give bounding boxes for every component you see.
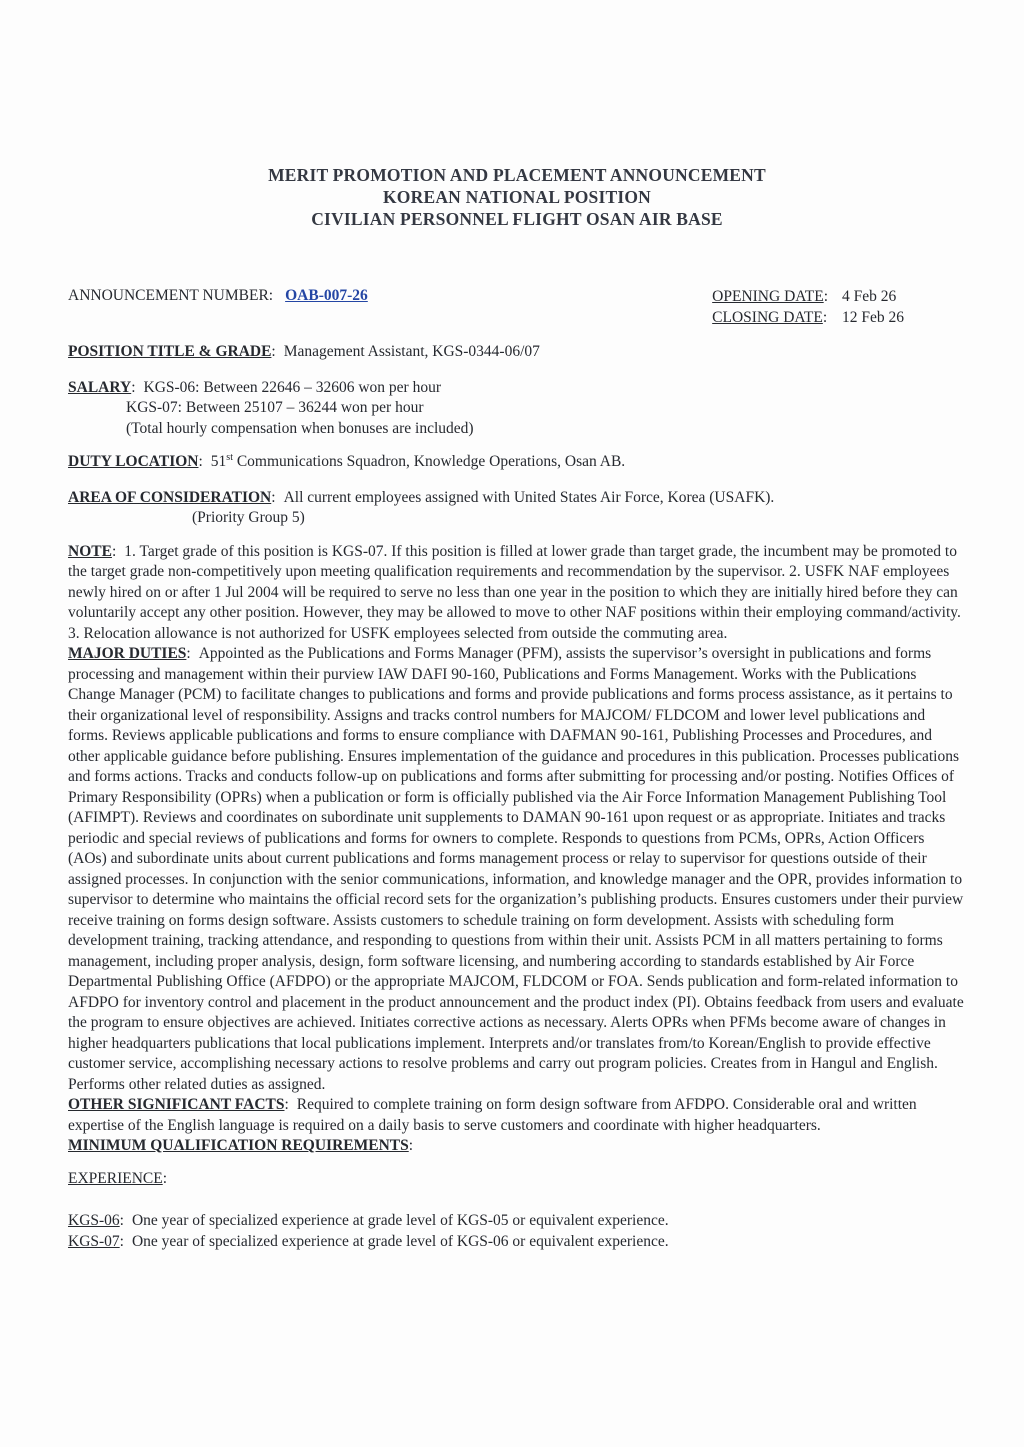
position-title-field: POSITION TITLE & GRADE: Management Assistant, KGS-0344-06/07	[68, 343, 540, 360]
experience-heading: EXPERIENCE:	[68, 1169, 168, 1187]
area-of-consideration-line-1: AREA OF CONSIDERATION: All current employees assigned with United States Air Force, Korea (USAFK).	[68, 488, 775, 506]
minimum-qualification-label: MINIMUM QUALIFICATION REQUIREMENTS	[68, 1137, 409, 1154]
note-paragraph: NOTE: 1. Target grade of this position is KGS-07. If this position is filled at lower grade than target grade, the incumbent may be promoted to the target grade non-competitively upon meeting qualification requirements and recommendation by the supervisor. 2. USFK NAF employees newly hired on or after 1 Jul 2004 will be required to serve no less than one year in the position to which they are initially hired before they can voluntarily accept any other position. However, they may be allowed to move to other NAF positions within their employing command/activity. 3. Relocation allowance is not authorized for USFK employees selected from outside the commuting area.	[68, 542, 961, 642]
opening-date-value: 4 Feb 26	[842, 288, 897, 305]
kgs07-requirement: One year of specialized experience at grade level of KGS-06 or equivalent experience.	[131, 1233, 669, 1250]
salary-line-1: SALARY: KGS-06: Between 22646 – 32606 won per hour	[68, 378, 441, 396]
document-title	[68, 164, 966, 230]
other-significant-facts-label: OTHER SIGNIFICANT FACTS	[68, 1096, 285, 1113]
position-title-label: POSITION TITLE & GRADE	[68, 343, 272, 360]
salary-label: SALARY	[68, 378, 132, 396]
salary-kgs07-rate: KGS-07: Between 25107 – 36244 won per hour	[126, 399, 424, 416]
other-significant-facts-text: Required to complete training on form design software from AFDPO. Considerable oral and written expertise of the English language is required on a daily basis to serve customers and coordinate with higher headquarters.	[68, 1096, 917, 1134]
duty-location-label: DUTY LOCATION	[68, 453, 199, 470]
major-duties-label: MAJOR DUTIES	[68, 645, 187, 662]
area-of-consideration-field	[68, 488, 966, 529]
kgs06-label: KGS-06	[68, 1212, 120, 1229]
closing-date-value: 12 Feb 26	[842, 309, 904, 326]
announcement-number-label: ANNOUNCEMENT NUMBER:	[68, 287, 274, 304]
major-duties-text: Appointed as the Publications and Forms Manager (PFM), assists the supervisor’s oversight in publications and forms processing and management within their purview IAW DAFI 90-160, Publications and Forms Management. Works with the Publications Change Manager (PCM) to facilitate changes to publications and forms and provide publications and forms process assistance, as it pertains to their organizational level of responsibility. Assigns and tracks control numbers for MAJCOM/ FLDCOM and lower level publications and forms. Reviews applicable publications and forms to ensure compliance with DAFMAN 90-161, Publishing Processes and Procedures, and other applicable guidance before publishing. Ensures implementation of the guidance and procedures in this publication. Processes publications and forms actions. Tracks and conducts follow-up on publications and forms after submitting for processing and/or posting. Notifies Offices of Primary Responsibility (OPRs) when a publication or form is officially published via the Air Force Information Management Publishing Tool (AFIMPT). Reviews and coordinates on subordinate unit supplements to DAMAN 90-161 upon request or as appropriate. Initiates and tracks periodic and special reviews of publications and forms for owners to complete. Responds to questions from PCMs, OPRs, Action Officers (AOs) and subordinate units about current publications and forms management process or relay to supervisor for questions outside of their assigned processes. In conjunction with the senior communications, information, and knowledge manager and the OPR, provides information to supervisor to determine who maintains the official record sets for the organization’s publishing products. Ensures customers under their purview receive training on forms design software. Assists customers to schedule training on form development. Assists with scheduling form development training, tracking attendance, and responding to questions from within their unit. Assists PCM in all matters pertaining to forms management, including proper analysis, design, form software licensing, and numbering according to standards established by Air Force Departmental Publishing Office (AFDPO) or the appropriate MAJCOM, FLDCOM or FOA. Sends publication and form-related information to AFDPO for inventory control and placement in the product announcement and the product index (PI). Obtains feedback from users and evaluate the program to ensure objectives are achieved. Initiates corrective actions as necessary. Alerts OPRs when PFMs become aware of changes in higher headquarters publications that local publications implement. Interprets and/or translates from/to Korean/English to provide effective customer service, accomplishing necessary actions to resolve problems and carry out program policies. Creates from in Hangul and English. Performs other related duties as assigned.	[68, 645, 964, 1093]
area-of-consideration-label: AREA OF CONSIDERATION	[68, 488, 272, 506]
other-significant-facts-paragraph: OTHER SIGNIFICANT FACTS: Required to complete training on form design software from AFDPO. Considerable oral and written expertise of the English language is required on a daily basis to serve customers and coordinate with higher headquarters.	[68, 1096, 917, 1134]
announcement-number	[68, 286, 368, 307]
kgs07-label: KGS-07	[68, 1233, 120, 1250]
kgs06-experience-row: KGS-06: One year of specialized experience at grade level of KGS-05 or equivalent experience.	[68, 1212, 669, 1229]
title-line-2: KOREAN NATIONAL POSITION	[383, 187, 651, 207]
note-text: 1. Target grade of this position is KGS-07. If this position is filled at lower grade than target grade, the incumbent may be promoted to the target grade non-competitively upon meeting qualification requirements and recommendation by the supervisor. 2. USFK NAF employees newly hired on or after 1 Jul 2004 will be required to serve no less than one year in the position to which they are initially hired before they can voluntarily accept any other position. However, they may be allowed to move to other NAF positions within their employing command/activity. 3. Relocation allowance is not authorized for USFK employees selected from outside the commuting area.	[68, 542, 961, 642]
salary-field	[68, 378, 966, 440]
position-title-value: Management Assistant, KGS-0344-06/07	[283, 343, 540, 360]
announcement-number-link[interactable]: OAB-007-26	[285, 287, 368, 304]
note-label: NOTE	[68, 542, 112, 560]
kgs06-requirement: One year of specialized experience at grade level of KGS-05 or equivalent experience.	[131, 1212, 669, 1229]
area-of-consideration-value: All current employees assigned with United States Air Force, Korea (USAFK).	[283, 488, 775, 506]
kgs07-experience-row: KGS-07: One year of specialized experience at grade level of KGS-06 or equivalent experience.	[68, 1233, 669, 1250]
duty-location-field: DUTY LOCATION: 51st Communications Squadron, Knowledge Operations, Osan AB.	[68, 451, 626, 470]
title-line-1: MERIT PROMOTION AND PLACEMENT ANNOUNCEMENT	[268, 165, 766, 185]
announcement-header-row	[68, 286, 966, 328]
experience-label: EXPERIENCE	[68, 1169, 163, 1187]
major-duties-paragraph: MAJOR DUTIES: Appointed as the Publications and Forms Manager (PFM), assists the supervisor’s oversight in publications and forms processing and management within their purview IAW DAFI 90-160, Publications and Forms Management. Works with the Publications Change Manager (PCM) to facilitate changes to publications and forms and provide publications and forms process assistance, as it pertains to their organizational level of responsibility. Assigns and tracks control numbers for MAJCOM/ FLDCOM and lower level publications and forms. Reviews applicable publications and forms to ensure compliance with DAFMAN 90-161, Publishing Processes and Procedures, and other applicable guidance before publishing. Ensures implementation of the guidance and procedures in this publication. Processes publications and forms actions. Tracks and conducts follow-up on publications and forms after submitting for processing and/or posting. Notifies Offices of Primary Responsibility (OPRs) when a publication or form is officially published via the Air Force Information Management Publishing Tool (AFIMPT). Reviews and coordinates on subordinate unit supplements to DAMAN 90-161 upon request or as appropriate. Initiates and tracks periodic and special reviews of publications and forms for owners to complete. Responds to questions from PCMs, OPRs, Action Officers (AOs) and subordinate units about current publications and forms management process or relay to supervisor for questions outside of their assigned processes. In conjunction with the senior communications, information, and knowledge manager and the OPR, provides information to supervisor to determine who maintains the official record sets for the organization’s publishing products. Ensures customers under their purview receive training on forms design software. Assists customers to schedule training on form development. Assists with scheduling form development training, tracking attendance, and responding to questions from within their unit. Assists PCM in all matters pertaining to forms management, including proper analysis, design, form software licensing, and numbering according to standards established by Air Force Departmental Publishing Office (AFDPO) or the appropriate MAJCOM, FLDCOM or FOA. Sends publication and form-related information to AFDPO for inventory control and placement in the product announcement and the product index (PI). Obtains feedback from users and evaluate the program to ensure objectives are achieved. Initiates corrective actions as necessary. Alerts OPRs when PFMs become aware of changes in higher headquarters publications that local publications implement. Interprets and/or translates from/to Korean/English to provide effective customer service, accomplishing necessary actions to resolve problems and carry out program policies. Creates from in Hangul and English. Performs other related duties as assigned.	[68, 645, 964, 1093]
salary-kgs06-rate: KGS-06: Between 22646 – 32606 won per hour	[143, 378, 441, 396]
title-line-3: CIVILIAN PERSONNEL FLIGHT OSAN AIR BASE	[311, 209, 723, 229]
duty-location-value: 51st Communications Squadron, Knowledge Operations, Osan AB.	[210, 451, 626, 470]
priority-group-note: (Priority Group 5)	[192, 509, 305, 526]
minimum-qualification-heading: MINIMUM QUALIFICATION REQUIREMENTS:	[68, 1137, 414, 1154]
closing-date-label: CLOSING DATE:	[712, 309, 828, 326]
ordinal-superscript: st	[226, 451, 233, 463]
opening-date-label: OPENING DATE:	[712, 288, 828, 305]
announcement-dates	[712, 286, 904, 328]
salary-note: (Total hourly compensation when bonuses are included)	[126, 419, 474, 437]
